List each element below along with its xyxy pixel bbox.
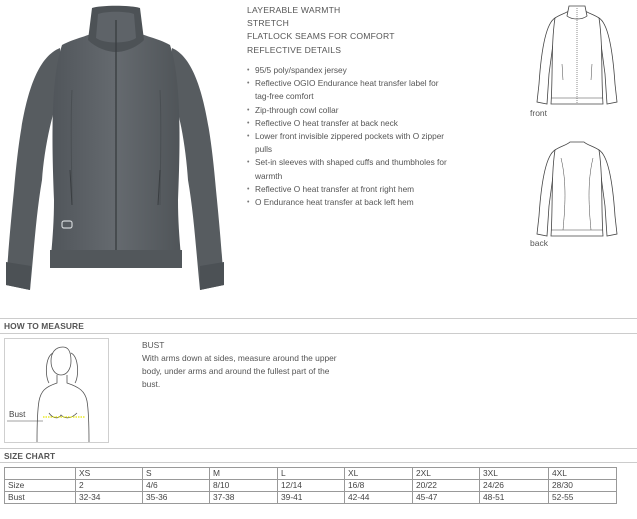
size-chart-title: SIZE CHART — [4, 451, 56, 461]
bullet-item: • Zip-through cowl collar — [247, 104, 452, 117]
front-label: front — [530, 108, 548, 118]
table-cell: 35-36 — [143, 492, 210, 504]
table-cell: 52-55 — [549, 492, 617, 504]
column-header: 2XL — [413, 468, 480, 480]
size-chart-table — [4, 467, 617, 504]
headline: FLATLOCK SEAMS FOR COMFORT — [247, 31, 395, 42]
bust-instructions: With arms down at sides, measure around the upper body, under arms and around the fullest part of the bust. — [142, 353, 337, 390]
table-cell: 16/8 — [345, 480, 413, 492]
table-cell: 48-51 — [480, 492, 549, 504]
table-cell: 8/10 — [210, 480, 278, 492]
bullet-item: • Set-in sleeves with shaped cuffs and thumbholes for warmth — [247, 156, 452, 182]
table-cell: 28/30 — [549, 480, 617, 492]
headline: REFLECTIVE DETAILS — [247, 44, 342, 55]
table-corner-cell — [5, 468, 76, 480]
feature-headlines — [247, 4, 487, 57]
back-label: back — [530, 238, 548, 248]
column-header: S — [143, 468, 210, 480]
table-row — [5, 480, 617, 492]
bust-illustration-label: Bust — [9, 410, 26, 419]
table-cell: 2 — [76, 480, 143, 492]
table-cell: 37-38 — [210, 492, 278, 504]
table-cell: 4/6 — [143, 480, 210, 492]
table-header-row — [5, 468, 617, 480]
table-cell: 32-34 — [76, 492, 143, 504]
row-header: Size — [5, 480, 76, 492]
headline: LAYERABLE WARMTH — [247, 5, 341, 15]
bust-heading: BUST — [142, 340, 165, 350]
jacket-photo — [0, 0, 232, 300]
bullet-item: • Lower front invisible zippered pockets with O zipper pulls — [247, 130, 452, 156]
bullet-item: • 95/5 poly/spandex jersey — [247, 64, 452, 77]
measure-illustration — [4, 338, 109, 443]
female-figure-icon — [5, 339, 108, 442]
front-flat-drawing — [527, 4, 627, 106]
bullet-item: • O Endurance heat transfer at back left hem — [247, 196, 452, 209]
table-cell: 39-41 — [278, 492, 345, 504]
divider — [0, 318, 637, 319]
bullet-item: • Reflective O heat transfer at back neck — [247, 117, 452, 130]
headline: STRETCH — [247, 18, 289, 29]
table-cell: 42-44 — [345, 492, 413, 504]
bullet-item: • Reflective OGIO Endurance heat transfer label for tag-free comfort — [247, 77, 452, 103]
divider — [0, 333, 637, 334]
column-header: XL — [345, 468, 413, 480]
column-header: M — [210, 468, 278, 480]
how-to-measure-title: HOW TO MEASURE — [4, 321, 84, 331]
column-header: XS — [76, 468, 143, 480]
column-header: 3XL — [480, 468, 549, 480]
column-header: 4XL — [549, 468, 617, 480]
table-cell: 24/26 — [480, 480, 549, 492]
row-header: Bust — [5, 492, 76, 504]
feature-bullets — [247, 64, 452, 209]
back-flat-drawing — [527, 138, 627, 238]
table-row — [5, 492, 617, 504]
divider — [0, 448, 637, 449]
column-header: L — [278, 468, 345, 480]
table-cell: 45-47 — [413, 492, 480, 504]
bullet-item: • Reflective O heat transfer at front right hem — [247, 183, 452, 196]
divider — [0, 462, 637, 463]
table-cell: 12/14 — [278, 480, 345, 492]
table-cell: 20/22 — [413, 480, 480, 492]
